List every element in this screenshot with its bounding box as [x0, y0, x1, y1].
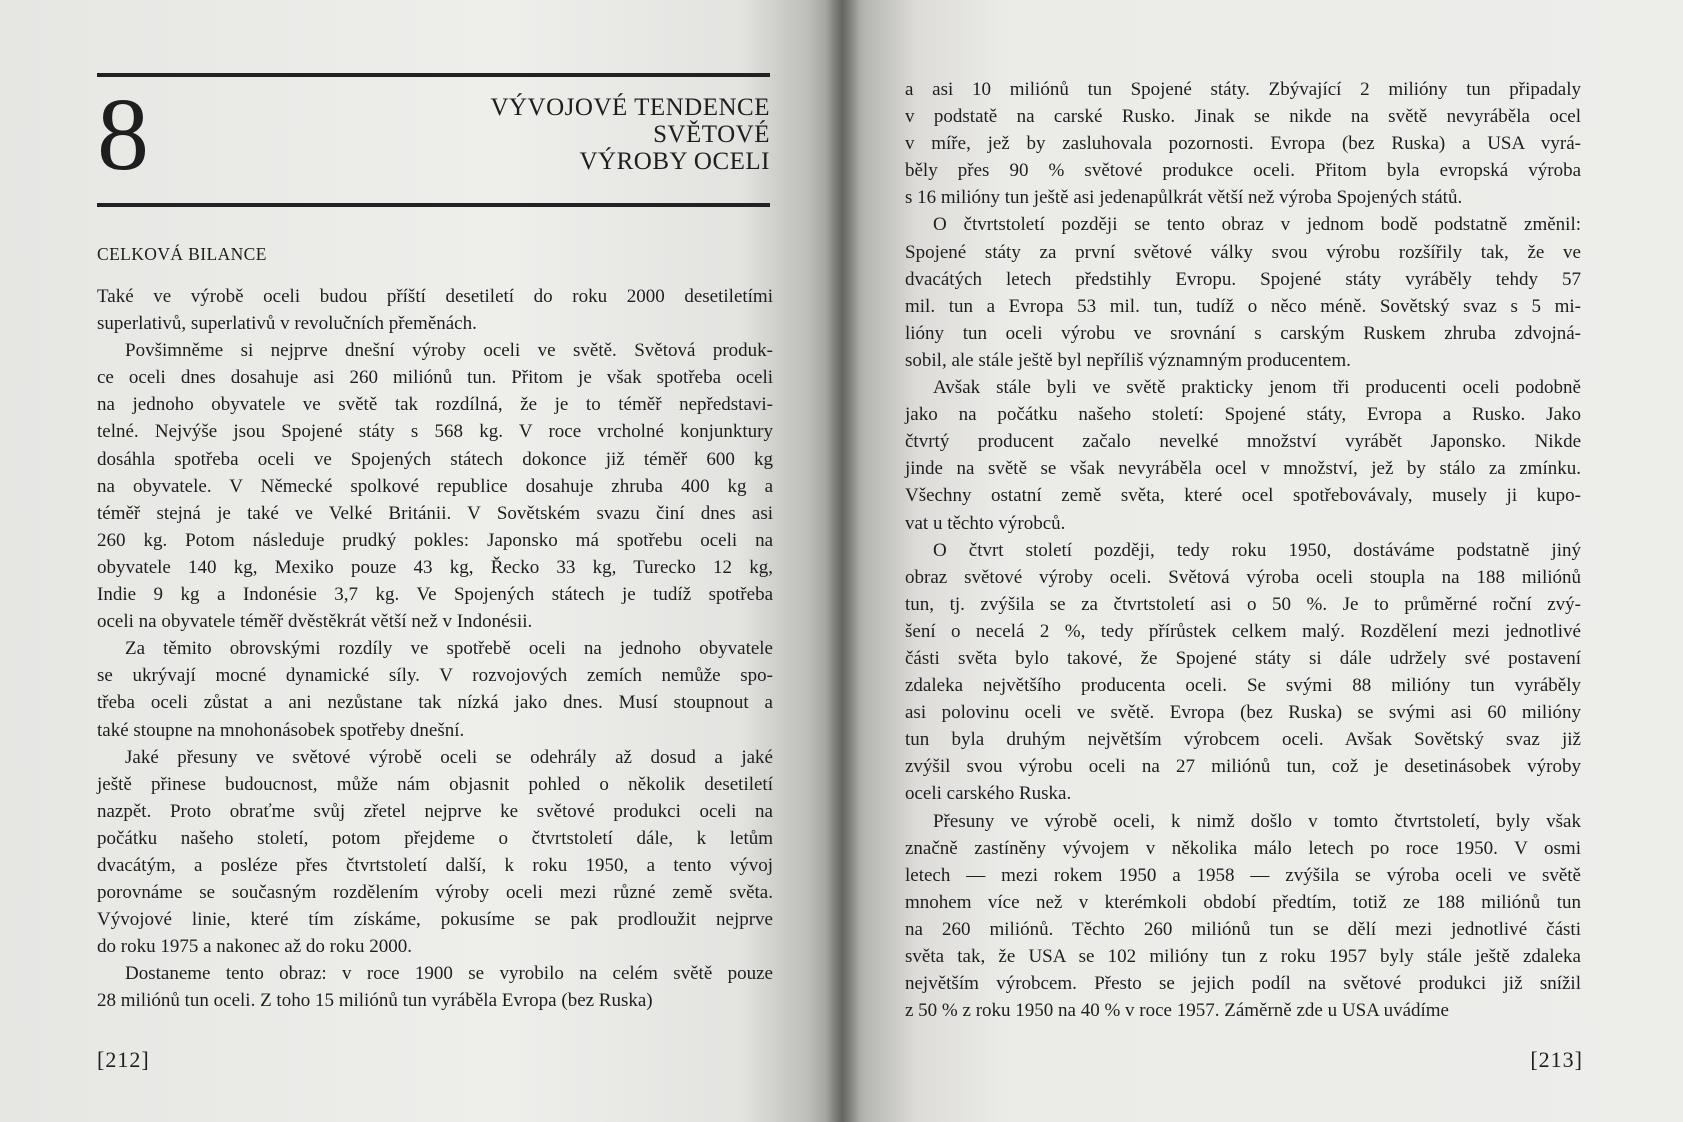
text-line: obraz světové výroby oceli. Světová výroba oceli stoupla na 188 miliónů — [905, 566, 1581, 588]
text-line: třeba oceli zůstat a ani nezůstane tak nízká jako dnes. Musí stoupnout a — [97, 692, 773, 714]
chapter-title-line: VÝROBY OCELI — [579, 148, 770, 175]
text-line: čtvrtý producent začalo nevelké množství vyrábět Japonsko. Nikde — [905, 431, 1581, 453]
text-line: superlativů, superlativů v revolučních přeměnách. — [97, 313, 477, 335]
text-line: téměř stejná je také ve Velké Británii. V Sovětském svazu činí dnes asi — [97, 502, 773, 524]
text-line: 260 kg. Potom následuje prudký pokles: Japonsko má spotřebu oceli na — [97, 529, 773, 551]
paragraph — [97, 635, 773, 743]
text-line: telné. Nejvýše jsou Spojené státy s 568 kg. V roce vrcholné konjunktury — [97, 421, 773, 443]
text-line: v podstatě na carské Rusko. Jinak se nikde na světě nevyráběla ocel — [905, 106, 1581, 128]
section-heading: CELKOVÁ BILANCE — [97, 244, 267, 264]
text-line: letech — mezi rokem 1950 a 1958 — zvýšila se výroba oceli ve světě — [905, 864, 1581, 886]
text-line: jako na počátku našeho století: Spojené státy, Evropa a Rusko. Jako — [905, 404, 1581, 426]
text-line: běly přes 90 % světové produkce oceli. Přitom byla evropská výroba — [905, 160, 1581, 182]
text-line: lióny tun oceli výrobu ve srovnání s carským Ruskem zhruba zdvojná- — [905, 322, 1581, 344]
text-line: asi polovinu oceli ve světě. Evropa (bez Ruska) se svými asi 60 milióny — [905, 702, 1581, 724]
paragraph — [97, 283, 773, 337]
text-line: ještě přinese budoucnost, může nám objasnit pohled o několik desetiletí — [97, 773, 773, 795]
text-line: počátku našeho století, potom přejdeme o čtvrtstoletí dále, k letům — [97, 827, 773, 849]
book-gutter-shadow — [826, 0, 860, 1122]
text-line: vat u těchto výrobců. — [905, 512, 1066, 534]
paragraph — [905, 808, 1581, 1025]
text-line: v míře, jež by zasluhovala pozornosti. Evropa (bez Ruska) a USA vyrá- — [905, 133, 1581, 155]
paragraph — [97, 744, 773, 961]
text-line: části světa bylo takové, že Spojené státy si dále udržely své postavení — [905, 647, 1581, 669]
text-line: Indie 9 kg a Indonésie 3,7 kg. Ve Spojených státech je tudíž spotřeba — [97, 584, 773, 606]
text-line: na 260 miliónů. Těchto 260 miliónů tun se dělí mezi jednotlivé části — [905, 918, 1581, 940]
text-line: do roku 1975 a nakonec až do roku 2000. — [97, 936, 413, 958]
chapter-rule-bottom — [97, 203, 770, 207]
text-line: O čtvrt století později, tedy roku 1950, dostáváme podstatně jiný — [933, 539, 1581, 561]
text-line: na obyvatele. V Německé spolkové republice dosahuje zhruba 400 kg a — [97, 475, 773, 497]
text-line: Dostaneme tento obraz: v roce 1900 se vyrobilo na celém světě pouze — [125, 963, 773, 985]
text-line: Přesuny ve výrobě oceli, k nimž došlo v tomto čtvrtstoletí, byly však — [933, 810, 1581, 832]
text-line: světa tak, že USA se 102 milióny tun z roku 1957 byly stále ještě zdaleka — [905, 946, 1581, 967]
text-line: Spojené státy za první světové války svou výrobu rozšířily tak, že ve — [905, 241, 1581, 263]
paragraph — [97, 337, 773, 635]
text-line: Také ve výrobě oceli budou příští desetiletí do roku 2000 desetiletími — [97, 286, 773, 307]
text-line: sobil, ale stále ještě byl nepříliš významným producentem. — [905, 349, 1351, 371]
page-number: [212] — [97, 1047, 150, 1072]
text-line: 28 miliónů tun oceli. Z toho 15 miliónů tun vyráběla Evropa (bez Ruska) — [97, 990, 653, 1012]
text-line: Vývojové linie, které tím získáme, pokusíme se pak prodloužit nejprve — [97, 909, 773, 931]
text-line: Všechny ostatní země světa, které ocel spotřebovávaly, musely ji kupo- — [905, 485, 1581, 507]
text-line: mnohem více než v kterémkoli období předtím, totiž ze 188 miliónů tun — [905, 891, 1581, 913]
text-line: Za těmito obrovskými rozdíly ve spotřebě oceli na jednoho obyvatele — [125, 638, 773, 660]
text-line: jinde na světě se však nevyráběla ocel v množství, jež by stálo za zmínku. — [905, 458, 1581, 480]
text-line: porovnáme se současným rozdělením výroby oceli mezi různé země světa. — [97, 882, 773, 904]
text-line: zdaleka největšího producenta oceli. Se svými 88 milióny tun vyráběly — [905, 675, 1581, 697]
text-line: tun byla druhým největším výrobcem oceli. Avšak Sovětský svaz již — [905, 729, 1581, 751]
page-number: [213] — [1530, 1047, 1583, 1072]
body-text — [905, 76, 1581, 1024]
text-line: tun, tj. zvýšila se za čtvrtstoletí asi o 50 %. Je to průměrné roční zvý- — [905, 593, 1581, 615]
paragraph — [97, 960, 773, 1014]
text-line: také stoupne na mnohonásobek spotřeby dnešní. — [97, 719, 465, 741]
text-line: z 50 % z roku 1950 na 40 % v roce 1957. Záměrně zde u USA uvádíme — [905, 1000, 1449, 1022]
chapter-title — [350, 94, 770, 175]
text-line: Jaké přesuny ve světové výrobě oceli se odehrály až dosud a jaké — [125, 746, 773, 768]
text-line: oceli na obyvatele téměř dvěstěkrát větší než v Indonésii. — [97, 611, 533, 633]
text-line: značně zastíněny vývojem v několika málo letech po roce 1950. V osmi — [905, 837, 1581, 859]
text-line: Avšak stále byli ve světě prakticky jenom tři producenti oceli podobně — [933, 377, 1581, 399]
paragraph — [905, 537, 1581, 808]
text-line: ce oceli dnes dosahuje asi 260 miliónů tun. Přitom je však spotřeba oceli — [97, 367, 773, 389]
text-line: s 16 milióny tun ještě asi jedenapůlkrát větší než výroba Spojených států. — [905, 187, 1463, 209]
paragraph — [905, 211, 1581, 374]
text-line: Povšimněme si nejprve dnešní výroby oceli ve světě. Světová produk- — [125, 340, 773, 362]
text-line: mil. tun a Evropa 53 mil. tun, tudíž o něco méně. Sovětský svaz s 5 mi- — [905, 295, 1581, 317]
chapter-number: 8 — [97, 77, 149, 192]
text-line: dvacátých letech předstihly Evropu. Spojené státy vyráběly tehdy 57 — [905, 268, 1581, 290]
right-page — [842, 0, 1683, 1122]
chapter-rule-top — [97, 73, 770, 77]
text-line: šení o necelá 2 %, tedy přírůstek celkem malý. Rozdělení mezi jednotlivé — [905, 620, 1581, 642]
text-line: zvýšil svou výrobu oceli na 27 miliónů tun, což je desetinásobek výroby — [905, 756, 1581, 778]
chapter-title-line: SVĚTOVÉ — [653, 121, 770, 148]
text-line: nazpět. Proto obraťme svůj zřetel nejprve ke světové produkci oceli na — [97, 800, 773, 822]
text-line: obyvatele 140 kg, Mexiko pouze 43 kg, Řecko 33 kg, Turecko 12 kg, — [97, 556, 773, 578]
text-line: na jednoho obyvatele ve světě tak rozdílná, že je to téměř nepředstavi- — [97, 394, 773, 416]
text-line: dosáhla spotřeba oceli ve Spojených státech dokonce již téměř 600 kg — [97, 448, 773, 470]
text-line: O čtvrtstoletí později se tento obraz v jednom bodě podstatně změnil: — [933, 214, 1581, 236]
text-line: se ukrývají mocné dynamické síly. V rozvojových zemích nemůže spo- — [97, 665, 773, 687]
text-line: oceli carského Ruska. — [905, 783, 1072, 805]
text-line: dvacátým, a posléze přes čtvrtstoletí další, k roku 1950, a tento vývoj — [97, 854, 773, 876]
body-text — [97, 283, 773, 1015]
paragraph — [905, 374, 1581, 537]
paragraph — [905, 76, 1581, 211]
chapter-title-line: VÝVOJOVÉ TENDENCE — [490, 94, 770, 121]
text-line: a asi 10 miliónů tun Spojené státy. Zbývající 2 milióny tun připadaly — [905, 79, 1581, 100]
text-line: největším výrobcem. Přesto se jejich podíl na světové produkci již snížil — [905, 973, 1581, 995]
